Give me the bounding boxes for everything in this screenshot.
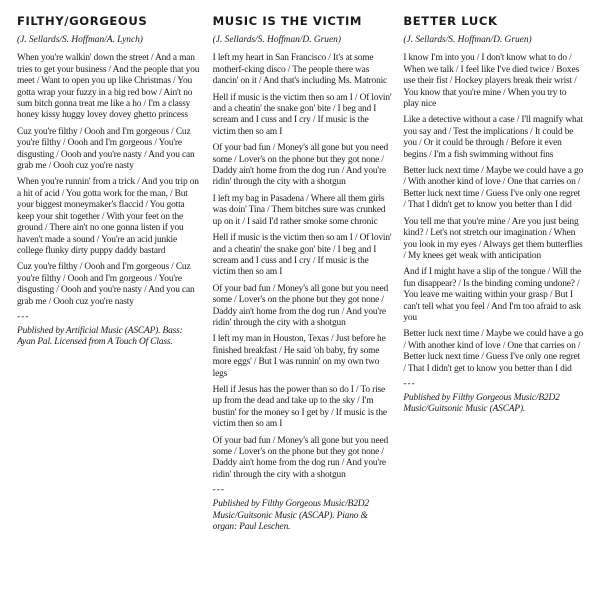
song-column (17, 14, 203, 603)
lyrics-verse: Of your bad fun / Money's all gone but you need some / Lover's on the phone but they got none / Daddy ain't home from the dog run / And you're ridin' through the city with a shotgun (212, 143, 389, 188)
song-credits: (J. Sellards/S. Hoffman/D. Gruen) (212, 35, 341, 45)
lyrics-verse: Of your bad fun / Money's all gone but you need some / Lover's on the phone but they got none / Daddy ain't home from the dog run / And you're ridin' through the city with a shotgun (212, 435, 389, 480)
publishing-note: Published by Artificial Music (ASCAP). Bass: Ayan Pal. Licensed from A Touch Of Class. (17, 325, 183, 348)
song-column (403, 14, 584, 603)
lyrics-verse: You tell me that you're mine / Are you just being kind? / Let's not stretch our imagination / When you look in my eyes / Always get them butterflies / My knees get weak with anticipation (403, 216, 583, 261)
separator: --- (17, 311, 30, 322)
song-title: BETTER LUCK (403, 14, 498, 28)
lyrics-verse: I left my bag in Pasadena / Where all them girls was doin' Tina / Them bitches sure was crunked up on it / I said I'd rather smoke some chronic (212, 193, 386, 227)
song-title: MUSIC IS THE VICTIM (212, 14, 363, 28)
song-credits: (J. Sellards/S. Hoffman/D. Gruen) (403, 35, 532, 45)
song-title: FILTHY/GORGEOUS (17, 14, 148, 28)
lyrics-verse: And if I might have a slip of the tongue / Will the fun disappear? / Is the binding coming undone? / You leave me waiting within your grasp / But I can't tell what you feel / And I'm too afraid to ask you (403, 267, 582, 323)
lyrics-verse: I left my heart in San Francisco / It's at some motherf-cking disco / The people there was dancin' on it / And that's including Ms. Matronic (212, 53, 388, 87)
lyrics-verse: I know I'm into you / I don't know what to do / When we talk / I feel like I've died twice / Boxes use their fist / Hockey players break their wrist / You know that you're mine / When you try to play nice (403, 53, 579, 110)
lyrics-verse: Of your bad fun / Money's all gone but you need some / Lover's on the phone but they got none / Daddy ain't home from the dog run / And you're ridin' through the city with a shotgun (212, 283, 389, 328)
lyrics-verse: I left my man in Houston, Texas / Just before he finished breakfast / He said 'oh baby, fry some more eggs' / But I was runnin' on my own two legs (212, 334, 386, 379)
separator: --- (212, 485, 226, 496)
publishing-note: Published by Filthy Gorgeous Music/B2D2 Music/Guitsonic Music (ASCAP). (403, 392, 560, 415)
lyrics-verse: Like a detective without a case / I'll magnify what you say and / Test the implications / It could be you / Or it could be through / Before it even begins / I'm a fish swimming without fins (403, 115, 583, 160)
lyrics-verse: Better luck next time / Maybe we could have a go / With another kind of love / One that carries on / Better luck next time / Guess I've only one regret / That I didn't get to know you better than I did (403, 166, 584, 211)
separator: --- (403, 378, 416, 389)
lyrics-verse: Hell if Jesus has the power than so do I / To rise up from the dead and take up to the sky / I'm bustin' for the money so I get by / If music is the victim then so am I (212, 384, 387, 430)
lyrics-verse: Better luck next time / Maybe we could have a go / With another kind of love / One that carries on / Better luck next time / Guess I've only one regret / That I didn't get to know you better than I did (403, 329, 584, 374)
lyrics-verse: Cuz you're filthy / Oooh and I'm gorgeous / Cuz you're filthy / Oooh and I'm gorgeous / You're disgusting / Oooh and you're nasty / And you can grab me / Oooh cuz you're nasty (17, 262, 195, 307)
lyrics-verse: When you're walkin' down the street / And a man tries to get your business / And the people that you meet / Want to open you up like Christmas / You gotta wrap your fuzzy in a big red bow / Ain't no sum bitch gonna treat me like a ho / I'm a classy honey kissy huggy lovey dovey ghetto princess (17, 53, 200, 121)
lyrics-verse: Hell if music is the victim then so am I / Of lovin' and a cheatin' the snake gon' bite / I beg and I scream and I cuss and I cry / If music is the victim then so am I (212, 233, 392, 278)
song-column (213, 14, 394, 603)
lyrics-verse: Hell if music is the victim then so am I / Of lovin' and a cheatin' the snake gon' bite / I beg and I scream and I cuss and I cry / If music is the victim then so am I (212, 92, 392, 137)
lyrics-verse: Cuz you're filthy / Oooh and I'm gorgeous / Cuz you're filthy / Oooh and I'm gorgeous / You're disgusting / Oooh and you're nasty / And you can grab me / Oooh cuz you're nasty (17, 126, 195, 172)
song-credits: (J. Sellards/S. Hoffman/A. Lynch) (17, 35, 143, 45)
publishing-note: Published by Filthy Gorgeous Music/B2D2 Music/Guitsonic Music (ASCAP). Piano & organ: Paul Leschen. (212, 499, 369, 533)
lyrics-verse: When you're runnin' from a trick / And you trip on a hit of acid / You gotta work for the man, / But your biggest moneymaker's flaccid / You gotta keep your shit together / With your feet on the ground / There ain't no one gonna listen if you haven't made a sound / You're an acid junkie college flunky dirty puppy daddy bastard (17, 177, 199, 256)
